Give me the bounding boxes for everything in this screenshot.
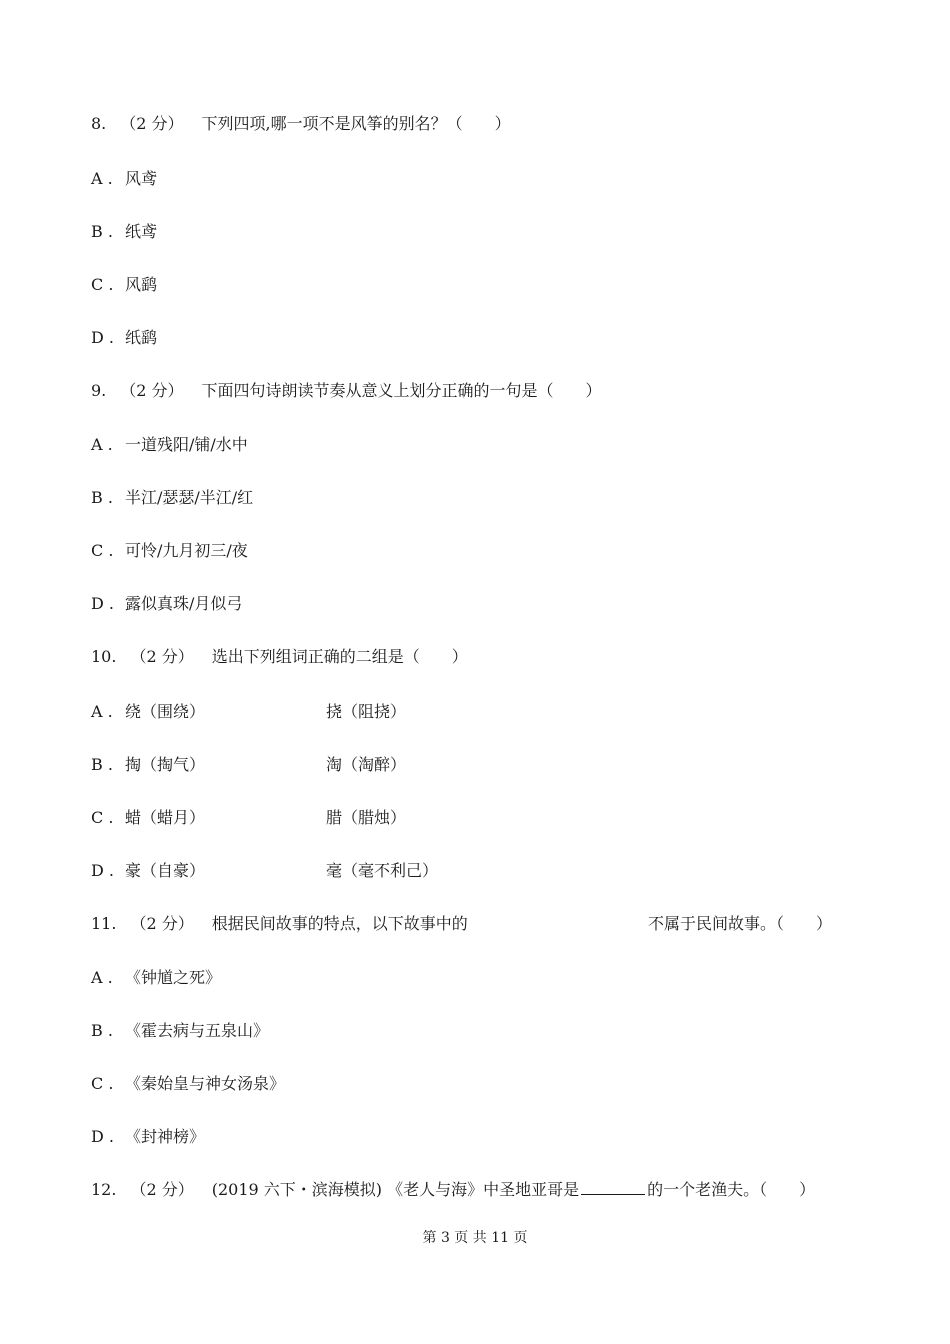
option-11c — [91, 1074, 285, 1094]
option-letter: C . — [91, 541, 114, 560]
option-text: 可怜/九月初三/夜 — [125, 541, 248, 560]
option-9a — [91, 435, 248, 455]
question-11-tail: 不属于民间故事。（ ） — [648, 914, 833, 933]
option-10a-second: 挠（阻挠） — [326, 702, 407, 721]
option-10c — [91, 808, 205, 828]
question-points: （2 分） — [130, 647, 194, 666]
option-text: 掏（掏气） — [125, 755, 206, 774]
option-10a — [91, 702, 205, 722]
option-8c — [91, 275, 157, 295]
question-text: 选出下列组词正确的二组是（ ） — [211, 647, 468, 666]
option-text: 《霍去病与五泉山》 — [125, 1021, 270, 1040]
option-8d — [91, 328, 157, 348]
option-letter: B . — [91, 1021, 113, 1040]
option-letter: D . — [91, 1127, 114, 1146]
option-text: 半江/瑟瑟/半江/红 — [125, 488, 254, 507]
option-text: 露似真珠/月似弓 — [125, 594, 243, 613]
question-number: 8. — [91, 114, 107, 133]
option-9b — [91, 488, 253, 508]
question-number: 11. — [91, 914, 117, 933]
question-12 — [91, 1180, 815, 1200]
option-10b-second: 淘（淘醉） — [326, 755, 407, 774]
question-text: 下列四项,哪一项不是风筝的别名？（ ） — [201, 114, 511, 133]
option-8b — [91, 222, 157, 242]
question-8 — [91, 114, 511, 134]
question-text: 下面四句诗朗读节奏从意义上划分正确的一句是（ ） — [201, 381, 602, 400]
option-letter: C . — [91, 275, 114, 294]
option-text: 豪（自豪） — [125, 861, 206, 880]
option-10b — [91, 755, 205, 775]
option-letter: B . — [91, 755, 113, 774]
option-letter: A . — [91, 169, 113, 188]
question-source: (2019 六下・滨海模拟) — [211, 1180, 383, 1199]
answer-blank[interactable] — [581, 1180, 645, 1195]
option-text: 一道残阳/铺/水中 — [125, 435, 248, 454]
option-9c — [91, 541, 248, 561]
option-letter: B . — [91, 488, 113, 507]
question-points: （2 分） — [120, 114, 184, 133]
option-11d — [91, 1127, 205, 1147]
question-text-end: 的一个老渔夫。（ ） — [647, 1180, 816, 1199]
option-letter: A . — [91, 702, 113, 721]
option-text: 风鹞 — [125, 275, 158, 294]
question-number: 10. — [91, 647, 117, 666]
option-letter: C . — [91, 808, 114, 827]
option-letter: D . — [91, 594, 114, 613]
option-text: 纸鸢 — [125, 222, 158, 241]
question-number: 12. — [91, 1180, 117, 1199]
option-11b — [91, 1021, 269, 1041]
option-letter: C . — [91, 1074, 114, 1093]
option-text: 绕（围绕） — [125, 702, 206, 721]
question-text: 《老人与海》中圣地亚哥是 — [387, 1180, 580, 1199]
option-text: 纸鹞 — [125, 328, 158, 347]
question-points: （2 分） — [130, 914, 194, 933]
question-points: （2 分） — [120, 381, 184, 400]
question-9 — [91, 381, 602, 401]
option-9d — [91, 594, 242, 614]
option-8a — [91, 169, 157, 189]
option-text: 《秦始皇与神女汤泉》 — [125, 1074, 286, 1093]
option-10c-second: 腊（腊烛） — [326, 808, 407, 827]
option-letter: B . — [91, 222, 113, 241]
question-11 — [91, 914, 468, 934]
option-letter: D . — [91, 861, 114, 880]
option-text: 《封神榜》 — [125, 1127, 206, 1146]
page-footer: 第 3 页 共 11 页 — [422, 1230, 528, 1246]
option-text: 风鸢 — [125, 169, 158, 188]
option-11a — [91, 968, 221, 988]
option-letter: A . — [91, 435, 113, 454]
option-text: 蜡（蜡月） — [125, 808, 206, 827]
question-number: 9. — [91, 381, 107, 400]
question-text: 根据民间故事的特点，以下故事中的 — [211, 914, 468, 933]
option-letter: A . — [91, 968, 113, 987]
question-points: （2 分） — [130, 1180, 194, 1199]
option-text: 《钟馗之死》 — [125, 968, 222, 987]
option-10d — [91, 861, 205, 881]
option-letter: D . — [91, 328, 114, 347]
option-10d-second: 毫（毫不利己） — [326, 861, 439, 880]
question-10 — [91, 647, 468, 667]
